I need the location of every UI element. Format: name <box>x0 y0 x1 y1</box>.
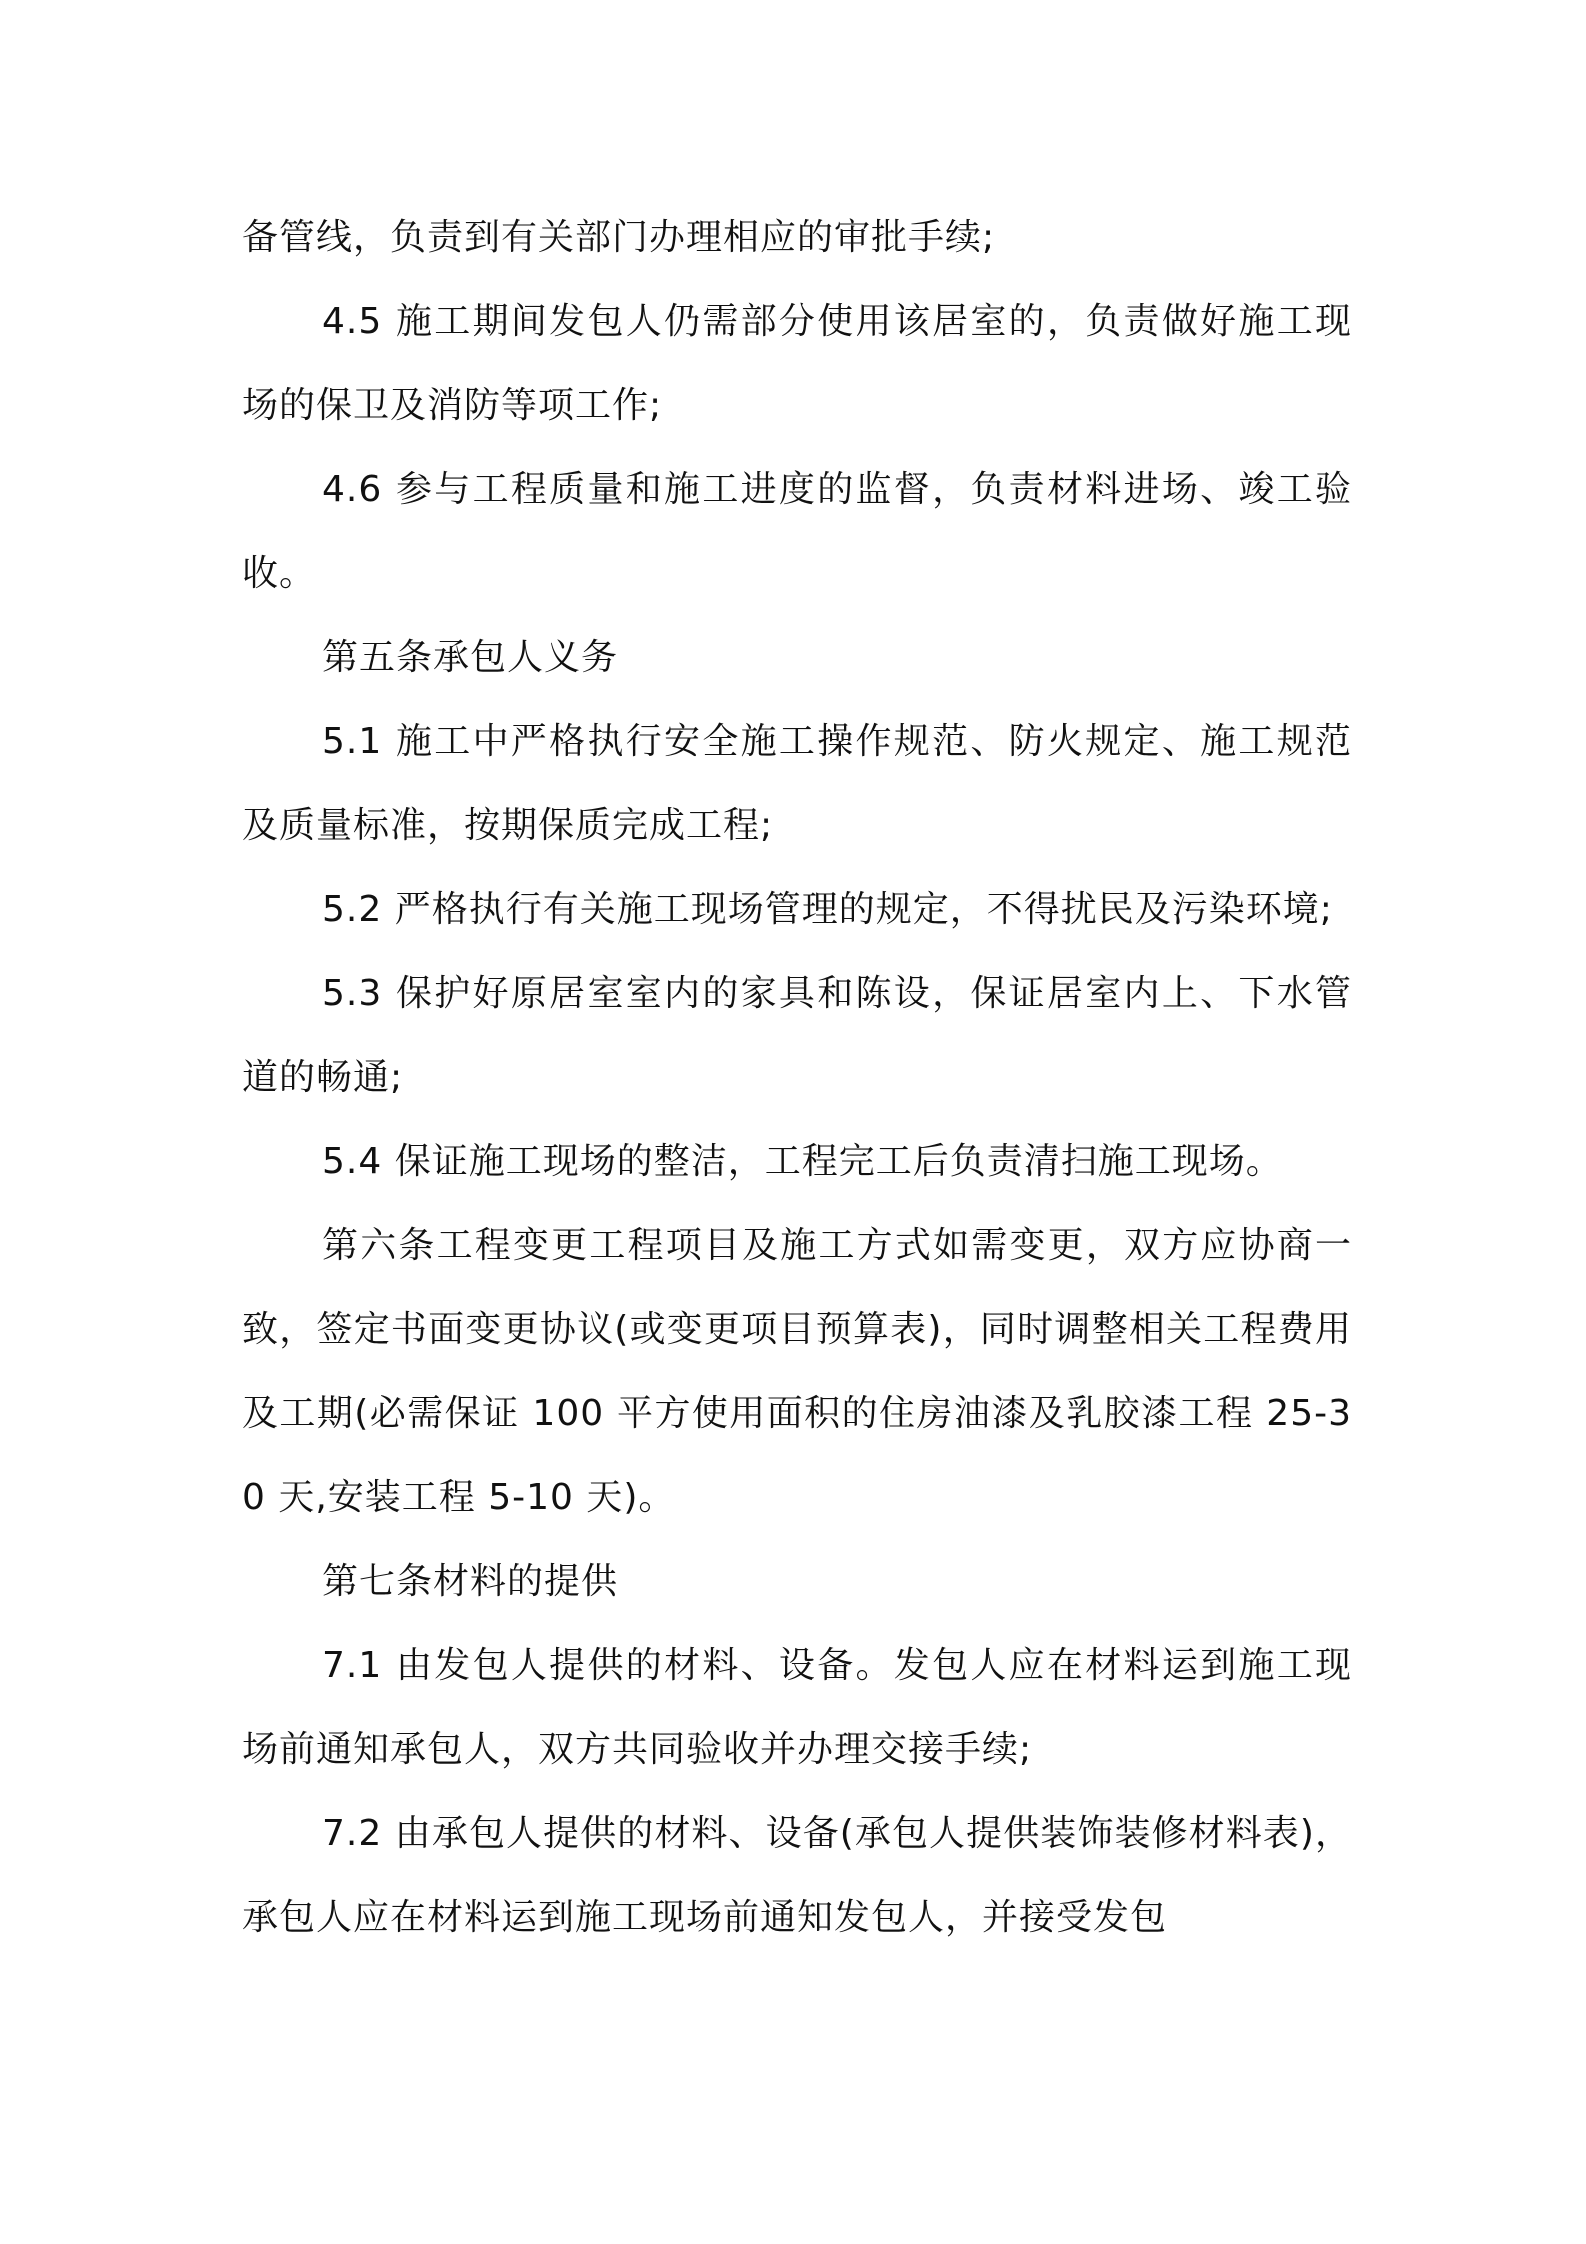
paragraph-5-4: 5.4 保证施工现场的整洁，工程完工后负责清扫施工现场。 <box>322 1141 1283 1182</box>
paragraph-4-5: 4.5 施工期间发包人仍需部分使用该居室的，负责做好施工现场的保卫及消防等项工作; <box>242 301 1352 426</box>
paragraph-4-6: 4.6 参与工程质量和施工进度的监督，负责材料进场、竣工验收。 <box>242 469 1352 594</box>
paragraph-5-1: 5.1 施工中严格执行安全施工操作规范、防火规定、施工规范及质量标准，按期保质完成工程; <box>242 721 1352 846</box>
article-6-paragraph: 第六条工程变更工程项目及施工方式如需变更，双方应协商一致，签定书面变更协议(或变更项目预算表)，同时调整相关工程费用及工期(必需保证 100 平方使用面积的住房油漆及乳胶漆工程 25-30 天,安装工程 5-10 天)。 <box>242 1225 1352 1518</box>
paragraph-7-1: 7.1 由发包人提供的材料、设备。发包人应在材料运到施工现场前通知承包人，双方共同验收并办理交接手续; <box>242 1645 1352 1770</box>
paragraph-continuation: 备管线，负责到有关部门办理相应的审批手续; <box>242 217 996 258</box>
paragraph-5-2: 5.2 严格执行有关施工现场管理的规定，不得扰民及污染环境; <box>322 889 1333 930</box>
article-5-heading: 第五条承包人义务 <box>322 637 619 678</box>
document-body <box>242 196 1352 1960</box>
article-7-heading: 第七条材料的提供 <box>322 1561 619 1602</box>
paragraph-7-2: 7.2 由承包人提供的材料、设备(承包人提供装饰装修材料表)，承包人应在材料运到施工现场前通知发包人，并接受发包 <box>242 1813 1352 1938</box>
paragraph-5-3: 5.3 保护好原居室室内的家具和陈设，保证居室内上、下水管道的畅通; <box>242 973 1352 1098</box>
